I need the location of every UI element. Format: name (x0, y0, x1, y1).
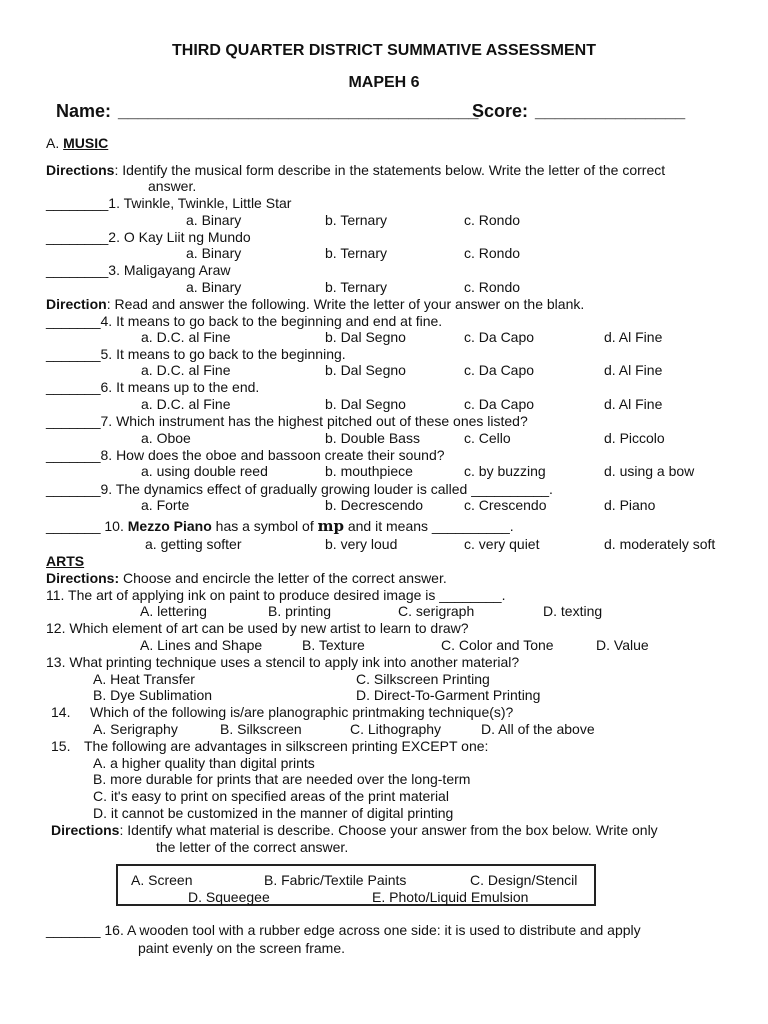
option: d. moderately soft (604, 536, 716, 552)
option: D. it cannot be customized in the manner of digital printing (93, 805, 454, 821)
option: c. Rondo (464, 245, 521, 261)
option: C. Color and Tone (441, 637, 554, 653)
section-letter: A. (46, 135, 60, 151)
option: b. Dal Segno (325, 362, 406, 378)
option: c. Da Capo (464, 362, 535, 378)
directions-text: Choose and encircle the letter of the correct answer. (119, 570, 447, 586)
option: d. using a bow (604, 463, 695, 479)
question-16: _______ 16. A wooden tool with a rubber edge across one side: it is used to distribute and apply (46, 922, 641, 938)
name-blank: ____________________________________ (118, 101, 479, 121)
score-label: Score: (472, 101, 529, 121)
question-1: ________1. Twinkle, Twinkle, Little Star (46, 195, 292, 211)
q10-prefix: _______ 10. (46, 518, 128, 534)
q10-term: Mezzo Piano (127, 518, 212, 534)
box-choice: A. Screen (131, 872, 193, 888)
option: b. Decrescendo (325, 497, 424, 513)
option: d. Al Fine (604, 329, 663, 345)
question-6: _______6. It means up to the end. (46, 379, 260, 395)
option: c. very quiet (464, 536, 540, 552)
option: b. mouthpiece (325, 463, 413, 479)
option: b. Dal Segno (325, 329, 406, 345)
question-10 (46, 518, 514, 535)
question-15-number: 15. (51, 738, 71, 754)
directions-text: : Identify the musical form describe in the statements below. Write the letter of the correct (114, 162, 666, 178)
arts-directions-2-cont: the letter of the correct answer. (156, 839, 349, 855)
music-heading: MUSIC (63, 135, 109, 151)
question-11: 11. The art of applying ink on paint to produce desired image is ________. (46, 587, 506, 603)
option: d. Piccolo (604, 430, 665, 446)
arts-heading: ARTS (46, 553, 85, 569)
question-2: ________2. O Kay Liit ng Mundo (46, 229, 251, 245)
question-3: ________3. Maligayang Araw (46, 262, 231, 278)
option: D. All of the above (481, 721, 595, 737)
directions-label: Directions (46, 162, 115, 178)
option: a. Binary (186, 245, 242, 261)
option: c. Rondo (464, 279, 521, 295)
option: A. lettering (140, 603, 207, 619)
option: a. Forte (141, 497, 190, 513)
option: C. Silkscreen Printing (356, 671, 490, 687)
question-14-number: 14. (51, 704, 71, 720)
option: d. Piano (604, 497, 656, 513)
question-8: _______8. How does the oboe and bassoon create their sound? (46, 447, 445, 463)
question-5: _______5. It means to go back to the beginning. (46, 346, 346, 362)
option: B. Silkscreen (220, 721, 302, 737)
directions-text: : Read and answer the following. Write the letter of your answer on the blank. (106, 296, 585, 312)
box-choice: C. Design/Stencil (470, 872, 578, 888)
option: A. Serigraphy (93, 721, 178, 737)
q10-mid: has a symbol of (211, 518, 318, 534)
subject-title: MAPEH 6 (348, 74, 420, 91)
directions-label: Directions (51, 822, 120, 838)
option: a. Oboe (141, 430, 191, 446)
option: c. Da Capo (464, 396, 535, 412)
question-14: Which of the following is/are planographic printmaking technique(s)? (90, 704, 514, 720)
arts-directions-2 (51, 822, 658, 839)
option: D. Value (596, 637, 649, 653)
option: B. more durable for prints that are needed over the long-term (93, 771, 471, 787)
option: a. Binary (186, 212, 242, 228)
option: a. D.C. al Fine (141, 362, 231, 378)
directions-label: Direction (46, 296, 107, 312)
option: b. Ternary (325, 212, 387, 228)
option: d. Al Fine (604, 362, 663, 378)
option: a. Binary (186, 279, 242, 295)
question-4: _______4. It means to go back to the beginning and end at fine. (46, 313, 443, 329)
question-15: The following are advantages in silkscreen printing EXCEPT one: (84, 738, 489, 754)
option: d. Al Fine (604, 396, 663, 412)
q10-end: and it means __________. (343, 518, 514, 534)
option: B. Dye Sublimation (93, 687, 213, 703)
option: b. Dal Segno (325, 396, 406, 412)
question-12: 12. Which element of art can be used by new artist to learn to draw? (46, 620, 469, 636)
option: b. very loud (325, 536, 398, 552)
section-a-heading (46, 135, 108, 152)
option: c. Crescendo (464, 497, 547, 513)
option: D. texting (543, 603, 603, 619)
option: B. Texture (302, 637, 365, 653)
option: C. serigraph (398, 603, 475, 619)
directions-label: Directions: (46, 570, 120, 586)
name-label: Name: (56, 101, 112, 121)
option: a. D.C. al Fine (141, 396, 231, 412)
option: c. Cello (464, 430, 511, 446)
option: D. Direct-To-Garment Printing (356, 687, 541, 703)
directions-text: : Identify what material is describe. Choose your answer from the box below. Write only (119, 822, 658, 838)
option: c. Rondo (464, 212, 521, 228)
question-16-cont: paint evenly on the screen frame. (138, 940, 346, 956)
option: a. getting softer (145, 536, 242, 552)
option: C. it's easy to print on specified areas of the print material (93, 788, 449, 804)
option: a. D.C. al Fine (141, 329, 231, 345)
page-title: THIRD QUARTER DISTRICT SUMMATIVE ASSESSMENT (171, 42, 596, 59)
box-choice: E. Photo/Liquid Emulsion (372, 889, 529, 905)
question-7: _______7. Which instrument has the highest pitched out of these ones listed? (46, 413, 528, 429)
option: b. Double Bass (325, 430, 420, 446)
option: B. printing (268, 603, 332, 619)
option: b. Ternary (325, 245, 387, 261)
option: b. Ternary (325, 279, 387, 295)
question-9: _______9. The dynamics effect of gradually growing louder is called __________. (46, 481, 553, 497)
option: A. Lines and Shape (140, 637, 263, 653)
option: A. Heat Transfer (93, 671, 195, 687)
box-choice: D. Squeegee (188, 889, 270, 905)
option: C. Lithography (350, 721, 442, 737)
question-13: 13. What printing technique uses a stencil to apply ink into another material? (46, 654, 520, 670)
music-directions-2 (46, 296, 584, 313)
box-choice: B. Fabric/Textile Paints (264, 872, 407, 888)
arts-directions (46, 570, 447, 587)
score-blank: _______________ (535, 101, 686, 121)
option: a. using double reed (141, 463, 268, 479)
option: c. Da Capo (464, 329, 535, 345)
option: A. a higher quality than digital prints (93, 755, 315, 771)
music-directions-1-cont: answer. (148, 178, 197, 194)
option: c. by buzzing (464, 463, 546, 479)
mezzo-piano-symbol: mp (317, 517, 344, 535)
music-directions-1 (46, 162, 665, 179)
